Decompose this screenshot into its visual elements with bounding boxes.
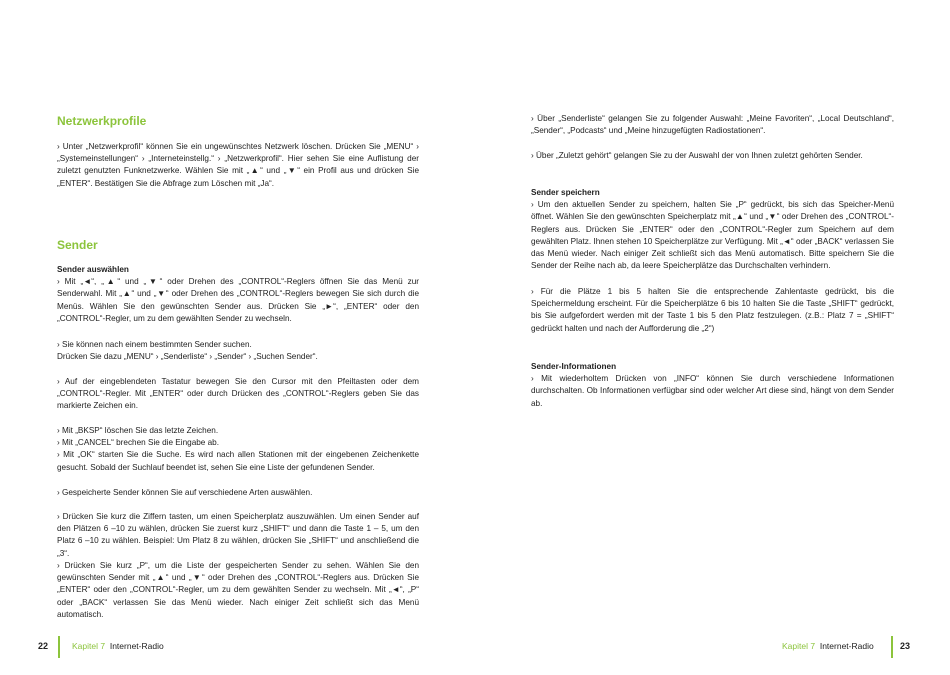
netzwerkprofile-text bbox=[57, 141, 419, 190]
sender-heading: Sender bbox=[57, 238, 98, 252]
senderliste-block bbox=[531, 113, 894, 137]
footer-left bbox=[72, 641, 164, 651]
sender-search-block bbox=[57, 339, 419, 363]
footer-divider-right bbox=[891, 636, 893, 658]
sender-digits-block bbox=[57, 511, 419, 560]
sender-paragraph-2a: › Sie können nach einem bestimmten Sender suchen. bbox=[57, 340, 252, 349]
sender-paragraph-6: › Drücken Sie kurz die Ziffern tasten, um einen Speicherplatz auszuwählen. Um einen Sender auf den Plätzen 6 –10 zu wählen, drücken Sie zuerst kurz „SHIFT“ und dann die Taste 1 – 5, um den Platz 6 –10 zu wählen. Beispiel: Um Platz 8 zu wählen, drücken Sie „SHIFT“ und anschließend die „3“. bbox=[57, 512, 419, 558]
zuletzt-block bbox=[531, 150, 894, 162]
footer-chapter-left: Kapitel 7 bbox=[72, 641, 106, 651]
informationen-paragraph: › Mit wiederholtem Drücken von „INFO“ können Sie durch verschiedene Informationen durchschalten. Ob Informationen verfügbar sind oder welcher Art diese sind, hängt von dem Sender ab. bbox=[531, 374, 894, 408]
netzwerkprofile-paragraph: › Unter „Netzwerkprofil“ können Sie ein ungewünschtes Netzwerk löschen. Drücken Sie „MENU“ › „Systemeinstellungen“ › „Interneteinstellg.“ › „Netzwerkprofil“. Hier sehen Sie eine Auflistung der zuletzt genutzten Funknetzwerke. Wählen Sie mit „▲“ und „▼“ ein Profil aus und drücken Sie „ENTER“. Bestätigen Sie die Abfrage zum Löschen mit „Ja“. bbox=[57, 142, 419, 188]
netzwerkprofile-heading: Netzwerkprofile bbox=[57, 114, 147, 128]
sender-paragraph-4a: › Mit „BKSP“ löschen Sie das letzte Zeichen. bbox=[57, 426, 219, 435]
page-number-right: 23 bbox=[900, 641, 911, 651]
sender-paragraph-2b: Drücken Sie dazu „MENU“ › „Senderliste“ › „Sender“ › „Suchen Sender“. bbox=[57, 352, 318, 362]
footer-section-left: Internet-Radio bbox=[109, 641, 164, 651]
sender-auswaehlen-block bbox=[57, 264, 419, 325]
sender-auswaehlen-subheading: Sender auswählen bbox=[57, 265, 129, 274]
zuletzt-paragraph: › Über „Zuletzt gehört“ gelangen Sie zu der Auswahl der von Ihnen zuletzt gehörten Sender. bbox=[531, 151, 863, 160]
speichern-paragraph-2: › Für die Plätze 1 bis 5 halten Sie die entsprechende Zahlentaste gedrückt, bis die Speichermeldung erscheint. Für die Speicherplätze 6 bis 10 halten Sie die Taste „SHIFT“ gedrückt, bis Sie aufgefordert werden mit der Taste 1 bis 5 den Platz festzulegen. (z.B.: Platz 7 = „SHIFT“ gedrückt halten und nach der Aufforderung die „2“) bbox=[531, 287, 894, 333]
footer-section-right: Internet-Radio bbox=[819, 641, 874, 651]
footer-divider-left bbox=[58, 636, 60, 658]
sender-list-block bbox=[57, 560, 419, 621]
sender-keyboard-block bbox=[57, 376, 419, 413]
footer-right bbox=[782, 641, 874, 651]
senderliste-paragraph: › Über „Senderliste“ gelangen Sie zu folgender Auswahl: „Meine Favoriten“, „Local Deutschland“, „Sender“, „Podcasts“ und „Meine hinzugefügten Radiostationen“. bbox=[531, 114, 894, 136]
sender-paragraph-4b: › Mit „CANCEL“ brechen Sie die Eingabe ab. bbox=[57, 438, 220, 448]
sender-keys-block bbox=[57, 425, 419, 474]
sender-informationen-block bbox=[531, 361, 894, 410]
sender-saved-block bbox=[57, 487, 419, 499]
page-number-left: 22 bbox=[38, 641, 49, 651]
sender-paragraph-1: › Mit „◄“, „▲“ und „▼“ oder Drehen des „CONTROL“-Reglers öffnen Sie das Menü zur Senderwahl. Mit „▲“ und „▼“ oder Drehen des „CONTROL“-Reglers bewegen Sie sich durch die Menüs. Wählen Sie den gewünschten Sender aus. Drücken Sie „►“, „ENTER“ oder den „CONTROL“-Regler, um zu dem gewählten Sender zu wechseln. bbox=[57, 277, 419, 323]
sender-paragraph-4c: › Mit „OK“ starten Sie die Suche. Es wird nach allen Stationen mit der eingebenen Zeichenkette gesucht. Sobald der Suchlauf beendet ist, sehen Sie eine Liste der gefundenen Sender. bbox=[57, 450, 419, 472]
sender-paragraph-5: › Gespeicherte Sender können Sie auf verschiedene Arten auswählen. bbox=[57, 488, 313, 497]
sender-speichern-block bbox=[531, 187, 894, 272]
footer-chapter-right: Kapitel 7 bbox=[782, 641, 816, 651]
sender-informationen-subheading: Sender-Informationen bbox=[531, 362, 617, 371]
sender-speichern-subheading: Sender speichern bbox=[531, 188, 600, 197]
speichern-paragraph-1: › Um den aktuellen Sender zu speichern, halten Sie „P“ gedrückt, bis sich das Speicher-Menü öffnet. Wählen Sie den gewünschten Speicherplatz mit „▲“ und „▼“ oder Drehen des „CONTROL“-Reglers aus. Drücken Sie „ENTER“ oder den „CONTROL“-Regler zum Speichern auf dem gewählten Platz. Ihnen stehen 10 Speicherplätze zur Verfügung. Mit „◄“ oder „BACK“ verlassen Sie das Menü wieder. Nach einiger Zeit schließt sich das Menü automatisch. Bitte speichern Sie die Sender der Reihe nach ab, da leere Speicherplätze das Durchschalten verhindern. bbox=[531, 200, 894, 271]
speichern-plaetze-block bbox=[531, 286, 894, 335]
sender-paragraph-7: › Drücken Sie kurz „P“, um die Liste der gespeicherten Sender zu sehen. Wählen Sie den gewünschten Sender mit „▲“ und „▼“ oder Drehen des „CONTROL“-Reglers aus. Drücken Sie „ENTER“ oder den „CONTROL“-Regler, um zu dem gewählten Sender zu wechseln. Mit „◄“, „P“ oder „BACK“ verlassen Sie das Menü wieder. Nach einiger Zeit schließt sich das Menü automatisch. bbox=[57, 561, 419, 619]
sender-paragraph-3: › Auf der eingeblendeten Tastatur bewegen Sie den Cursor mit den Pfeiltasten oder dem „CONTROL“-Regler. Mit „ENTER“ oder durch Drücken des „CONTROL“-Reglers geben Sie das markierte Zeichen ein. bbox=[57, 377, 419, 411]
